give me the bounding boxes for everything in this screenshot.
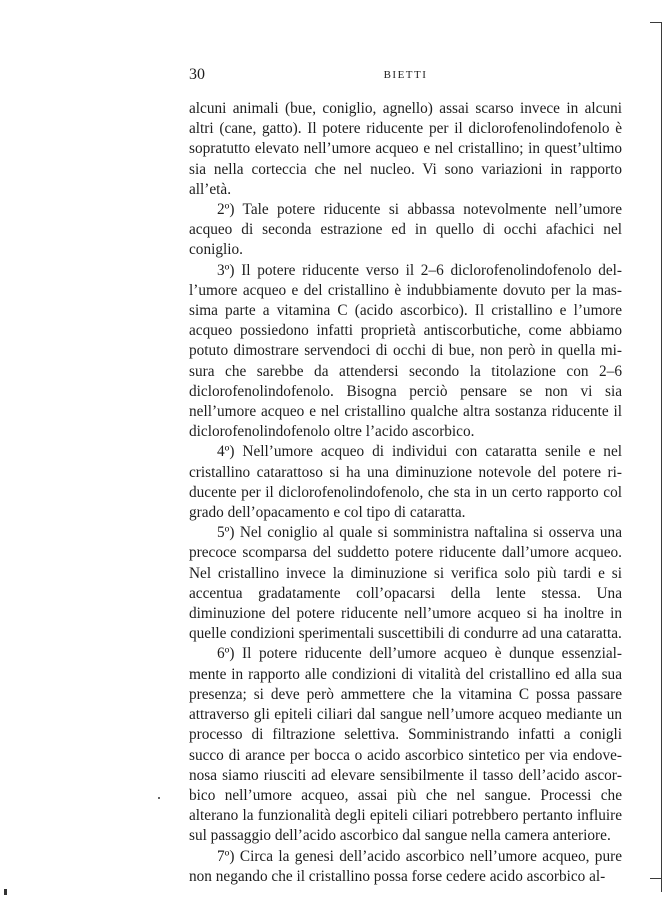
scan-speck (158, 797, 160, 799)
body-text (189, 99, 622, 887)
page-header (189, 66, 622, 88)
page-number: 30 (189, 66, 205, 83)
paragraph-point-5: 5º) Nel coniglio al quale si somministra naftalina si osserva una precoce scomparsa del suddetto potere riducente dall’umore acqueo. Nel cristallino invece la diminuzione si verifica solo più tardi e si accentua gradatamente coll’opacarsi della lente stessa. Una diminuzione del potere riducente nell’umore acqueo si ha inoltre in quelle condizioni sperimentali suscettibili di condurre ad una cataratta. (189, 524, 622, 643)
paragraph-point-7: 7º) Circa la genesi dell’acido ascorbico nell’umore acqueo, pure non negando che il cristallino possa forse cedere acido ascorbico al- (189, 847, 622, 885)
page-edge-tick-top (650, 22, 662, 23)
page-edge-tick-bottom (650, 878, 662, 879)
page-edge-line (661, 22, 662, 892)
running-head: BIETTI (383, 69, 428, 81)
paragraph-continuation: alcuni animali (bue, coniglio, agnello) assai scarso invece in alcuni altri (cane, gatto). Il potere riducente per il diclorofenolindofenolo è sopratutto elevato nell’umore acqueo e nel cristallino; in quest’ultimo sia nella corteccia che nel nucleo. Vi sono variazioni in rapporto all’età. (189, 100, 622, 198)
paragraph-point-4: 4º) Nell’umore acqueo di individui con cataratta senile e nel cristallino catarattoso si ha una diminuzione notevole del potere riducente per il diclorofenolindofenolo, che sta in un certo rapporto col grado dell’opacamento e col tipo di cataratta. (189, 443, 622, 522)
paragraph-point-2: 2º) Tale potere riducente si abbassa notevolmente nell’umore acqueo di seconda estrazione ed in quello di occhi afachici nel coniglio. (189, 201, 622, 259)
scan-mark (4, 889, 7, 895)
paragraph-point-3: 3º) Il potere riducente verso il 2–6 diclorofenolindofenolo dell’umore acqueo e del cristallino è indubbiamente dovuto per la massima parte a vitamina C (acido ascorbico). Il cristallino e l’umore acqueo possiedono infatti proprietà antiscorbutiche, come abbiamo potuto dimostrare servendoci di occhi di bue, non però in quella misura che sarebbe da attendersi secondo la titolazione con 2–6 diclorofenolindofenolo. Bisogna perciò pensare se non vi sia nell’umore acqueo e nel cristallino qualche altra sostanza riducente il diclorofenolindofenolo oltre l’acido ascorbico. (189, 261, 622, 441)
paragraph-point-6: 6º) Il potere riducente dell’umore acqueo è dunque essenzialmente in rapporto alle condizioni di vitalità del cristallino ed alla sua presenza; si deve però ammettere che la vitamina C possa passare attraverso gli epiteli ciliari dal sangue nell’umore acqueo mediante un processo di filtrazione selettiva. Somministrando infatti a conigli succo di arance per bocca o acido ascorbico sintetico per via endovenosa siamo riusciti ad elevare sensibilmente il tasso dell’acido ascorbico nell’umore acqueo, assai più che nel sangue. Processi che alterano la funzionalità degli epiteli ciliari potrebbero pertanto influire sul passaggio dell’acido ascorbico dal sangue nella camera anteriore. (189, 645, 622, 845)
